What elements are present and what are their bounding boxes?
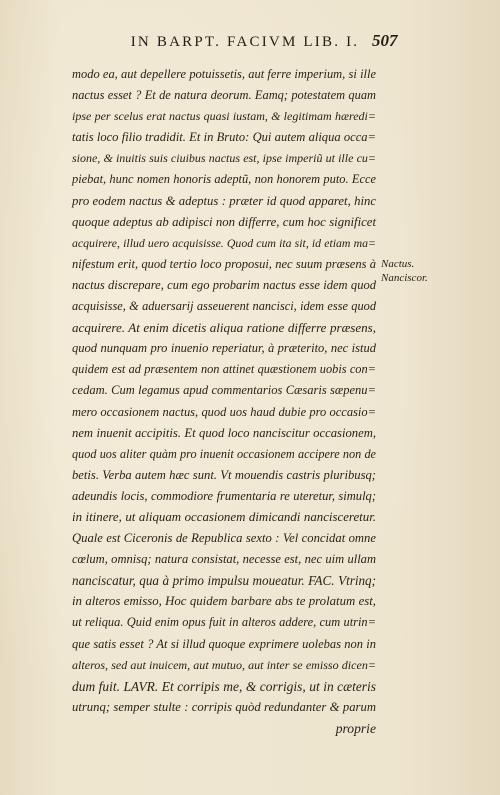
text-line: nanciscatur, qua à primo impulsu moueatur. FAC. Vtrinq;: [72, 573, 376, 589]
text-line: cœlum, omnisq; natura consistat, necesse est, nec uim ullam: [72, 552, 376, 567]
text-line: acquirere. At enim dicetis aliqua ratione differre præsens,: [72, 320, 376, 336]
text-line: ut reliqua. Quid enim opus fuit in alteros addere, cum utrin=: [72, 615, 376, 630]
text-line: mero occasionem nactus, quod uos haud dubie pro occasio=: [72, 404, 376, 419]
text-line: quidem est ad præsentem non attinet quæstionem uobis con=: [72, 362, 376, 377]
page-number: 507: [372, 31, 398, 50]
text-line: alteros, sed aut inuicem, aut mutuo, aut inter se emisso dicen=: [72, 657, 376, 672]
text-line: tatis loco filio tradidit. Et in Bruto: Qui autem aliqua occa=: [72, 130, 376, 145]
body-text: [72, 64, 376, 739]
running-title: IN BARPT. FACIVM LIB. I.: [130, 34, 360, 50]
text-line: betis. Verba autem hæc sunt. Vt mouendis castris pluribusq;: [72, 467, 376, 482]
text-line: nactus esset ? Et de natura deorum. Eamq; potestatem quam: [72, 88, 376, 103]
text-line: piebat, hunc nomen honoris adeptũ, non honorem puto. Ecce: [72, 172, 376, 187]
text-line: ipse per scelus erat nactus quasi iustam, & legitimam hæredi=: [72, 109, 376, 124]
text-line: nifestum erit, quod tertio loco proposui, nec suum præsens à: [72, 256, 376, 271]
text-line: pro eodem nactus & adeptus : præter id quod apparet, hinc: [72, 193, 376, 208]
text-line: in alteros emisso, Hoc quidem barbare abs te prolatum est,: [72, 594, 376, 609]
text-line: quod uos aliter quàm pro inuenit occasionem accipere non de: [72, 446, 376, 461]
text-line: utrunq; semper stulte : corripis quòd redundanter & parum: [72, 699, 376, 714]
text-line: cedam. Cum legamus apud commentarios Cæsaris sæpenu=: [72, 383, 376, 398]
text-line: nactus discrepare, cum ego probarim nactus esse idem quod: [72, 277, 376, 292]
text-line: nem inuenit accipitis. Et quod loco nanciscitur occasionem,: [72, 425, 376, 440]
text-line: Quale est Ciceronis de Republica sexto : Vel concidat omne: [72, 531, 376, 546]
marginal-note-nactus: Nactus.: [381, 258, 415, 270]
marginal-note-nanciscor: Nanciscor.: [381, 272, 428, 284]
catchword: proprie: [335, 720, 376, 736]
text-line: sione, & inuitis suis ciuibus nactus est, ipse imperiũ ut ille cu=: [72, 151, 376, 166]
text-line: dum fuit. LAVR. Et corripis me, & corrigis, ut in cæteris: [72, 678, 376, 694]
text-line: acquirere, illud uero acquisisse. Quod cum ita sit, id etiam ma=: [72, 235, 376, 250]
text-line: quoque adeptus ab adipisci non differre, cum hoc significet: [72, 214, 376, 229]
text-line: quod nunquam pro inuenio reperiatur, à præterito, nec istud: [72, 341, 376, 356]
text-line: que satis esset ? At si illud quoque exprimere uolebas non in: [72, 636, 376, 651]
text-line: modo ea, aut depellere potuissetis, aut ferre imperium, si ille: [72, 67, 376, 81]
text-line: adeundis locis, commodiore frumentaria re uteretur, simulq;: [72, 488, 376, 503]
text-line: acquisisse, & aduersarij asseuerent nancisci, idem esse quod: [72, 299, 376, 314]
text-line: in itinere, ut aliquam occasionem dimicandi nancisceretur.: [72, 509, 376, 524]
